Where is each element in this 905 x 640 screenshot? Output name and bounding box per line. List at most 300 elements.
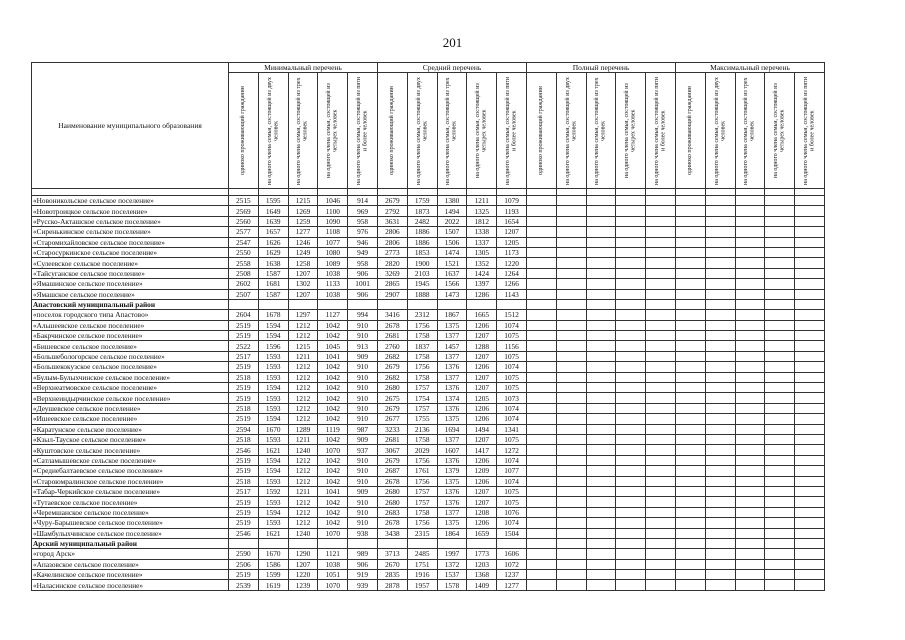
empty-cell (646, 206, 676, 216)
empty-cell (795, 476, 825, 486)
empty-cell (586, 466, 616, 476)
empty-cell (556, 497, 586, 507)
minimal-value-cell: 2602 (229, 279, 259, 289)
minimal-value-cell: 1593 (258, 362, 288, 372)
empty-cell (437, 538, 467, 548)
minimal-value-cell: 939 (348, 580, 378, 590)
minimal-value-cell: 910 (348, 393, 378, 403)
average-value-cell: 1607 (437, 445, 467, 455)
subcolumn-header-minimal-5 (348, 73, 378, 189)
average-value-cell: 1208 (467, 507, 497, 517)
minimal-value-cell: 2518 (229, 434, 259, 444)
empty-cell (616, 258, 646, 268)
empty-cell (616, 268, 646, 278)
municipality-name: «Ишеевское сельское поселение» (32, 414, 229, 424)
spacer-cell (407, 189, 437, 196)
average-value-cell: 1756 (407, 455, 437, 465)
average-value-cell: 1751 (407, 559, 437, 569)
spacer-cell (735, 189, 765, 196)
empty-cell (586, 445, 616, 455)
table-row (32, 414, 825, 424)
minimal-value-cell: 910 (348, 518, 378, 528)
minimal-value-cell: 1041 (318, 351, 348, 361)
minimal-value-cell: 1042 (318, 507, 348, 517)
minimal-value-cell: 1038 (318, 289, 348, 299)
minimal-value-cell: 1100 (318, 206, 348, 216)
empty-cell (676, 268, 706, 278)
empty-cell (676, 570, 706, 580)
empty-cell (735, 362, 765, 372)
subcolumn-header-maximal-1 (676, 73, 706, 189)
empty-cell (586, 310, 616, 320)
average-value-cell: 3438 (378, 528, 408, 538)
empty-cell (288, 299, 318, 309)
subcolumn-header-minimal-4 (318, 73, 348, 189)
empty-cell (705, 497, 735, 507)
empty-cell (765, 331, 795, 341)
empty-cell (735, 486, 765, 496)
minimal-value-cell: 910 (348, 507, 378, 517)
name-column-header: Наименование муниципального образования (32, 63, 229, 189)
empty-cell (556, 310, 586, 320)
empty-cell (765, 559, 795, 569)
minimal-value-cell: 949 (348, 247, 378, 257)
minimal-value-cell: 910 (348, 414, 378, 424)
empty-cell (676, 362, 706, 372)
empty-cell (527, 559, 557, 569)
minimal-value-cell: 1649 (258, 206, 288, 216)
average-value-cell: 1209 (467, 466, 497, 476)
average-value-cell: 1758 (407, 351, 437, 361)
spacer-cell (467, 189, 497, 196)
table-row (32, 393, 825, 403)
empty-cell (556, 476, 586, 486)
subcolumn-header-average-3 (437, 73, 467, 189)
table-row (32, 570, 825, 580)
empty-cell (705, 518, 735, 528)
average-value-cell: 1277 (497, 580, 527, 590)
empty-cell (646, 538, 676, 548)
empty-cell (676, 538, 706, 548)
minimal-value-cell: 1593 (258, 518, 288, 528)
empty-cell (676, 372, 706, 382)
empty-cell (705, 445, 735, 455)
average-value-cell: 1075 (497, 331, 527, 341)
empty-cell (556, 341, 586, 351)
minimal-value-cell: 1042 (318, 403, 348, 413)
subcolumn-header-minimal-3 (288, 73, 318, 189)
average-value-cell: 1206 (467, 414, 497, 424)
minimal-value-cell: 906 (348, 559, 378, 569)
minimal-value-cell: 1586 (258, 559, 288, 569)
empty-cell (646, 247, 676, 257)
average-value-cell: 2792 (378, 206, 408, 216)
empty-cell (616, 310, 646, 320)
table-row (32, 383, 825, 393)
empty-cell (765, 580, 795, 590)
average-value-cell: 1075 (497, 351, 527, 361)
empty-cell (556, 320, 586, 330)
empty-cell (556, 289, 586, 299)
empty-cell (735, 466, 765, 476)
empty-cell (556, 507, 586, 517)
spacer-cell (437, 189, 467, 196)
empty-cell (705, 559, 735, 569)
empty-cell (646, 486, 676, 496)
average-value-cell: 1756 (407, 320, 437, 330)
empty-cell (735, 538, 765, 548)
average-value-cell: 1756 (407, 362, 437, 372)
minimal-value-cell: 1240 (288, 445, 318, 455)
minimal-value-cell: 1240 (288, 528, 318, 538)
empty-cell (795, 403, 825, 413)
empty-cell (795, 216, 825, 226)
table-row (32, 476, 825, 486)
minimal-value-cell: 1042 (318, 393, 348, 403)
empty-cell (795, 393, 825, 403)
empty-cell (735, 351, 765, 361)
average-value-cell: 1474 (437, 247, 467, 257)
empty-cell (705, 196, 735, 206)
group-header-maximal: Максимальный перечень (676, 63, 825, 73)
empty-cell (705, 247, 735, 257)
empty-cell (556, 372, 586, 382)
table-row (32, 279, 825, 289)
average-value-cell: 1757 (407, 497, 437, 507)
empty-cell (586, 237, 616, 247)
subcolumn-label: на одного члена семьи, состоящей из четырех человек (624, 83, 637, 178)
municipality-name: «город Арск» (32, 549, 229, 559)
minimal-value-cell: 1626 (258, 237, 288, 247)
empty-cell (586, 424, 616, 434)
empty-cell (527, 518, 557, 528)
average-value-cell: 1372 (437, 559, 467, 569)
empty-cell (616, 497, 646, 507)
empty-cell (616, 299, 646, 309)
minimal-value-cell: 1212 (288, 476, 318, 486)
empty-cell (795, 268, 825, 278)
empty-cell (646, 341, 676, 351)
minimal-value-cell: 1594 (258, 507, 288, 517)
empty-cell (735, 299, 765, 309)
average-value-cell: 1374 (437, 393, 467, 403)
subcolumn-header-full-4 (616, 73, 646, 189)
minimal-value-cell: 910 (348, 497, 378, 507)
minimal-value-cell: 1593 (258, 393, 288, 403)
empty-cell (705, 372, 735, 382)
empty-cell (407, 299, 437, 309)
empty-cell (527, 206, 557, 216)
empty-cell (527, 393, 557, 403)
spacer-cell (318, 189, 348, 196)
minimal-value-cell: 2519 (229, 414, 259, 424)
empty-cell (705, 289, 735, 299)
empty-cell (586, 455, 616, 465)
minimal-value-cell: 2560 (229, 216, 259, 226)
average-value-cell: 1074 (497, 518, 527, 528)
empty-cell (705, 414, 735, 424)
empty-cell (616, 549, 646, 559)
minimal-value-cell: 1302 (288, 279, 318, 289)
empty-cell (616, 559, 646, 569)
average-value-cell: 1521 (437, 258, 467, 268)
empty-cell (735, 247, 765, 257)
empty-cell (586, 476, 616, 486)
spacer-cell (527, 189, 557, 196)
empty-cell (586, 403, 616, 413)
empty-cell (527, 414, 557, 424)
spacer-cell (288, 189, 318, 196)
empty-cell (705, 299, 735, 309)
minimal-value-cell: 919 (348, 570, 378, 580)
minimal-value-cell: 2558 (229, 258, 259, 268)
average-value-cell: 1207 (467, 331, 497, 341)
empty-cell (527, 331, 557, 341)
empty-cell (795, 279, 825, 289)
empty-cell (616, 414, 646, 424)
minimal-value-cell: 1212 (288, 362, 318, 372)
empty-cell (378, 299, 408, 309)
empty-cell (348, 299, 378, 309)
empty-cell (646, 310, 676, 320)
empty-cell (527, 196, 557, 206)
table-row (32, 258, 825, 268)
municipality-name: «Ямашинское сельское поселение» (32, 279, 229, 289)
empty-cell (765, 206, 795, 216)
minimal-value-cell: 1593 (258, 497, 288, 507)
empty-cell (765, 247, 795, 257)
empty-cell (795, 538, 825, 548)
empty-cell (586, 414, 616, 424)
subcolumn-label: одиноко проживающий гражданин (389, 86, 396, 175)
empty-cell (735, 518, 765, 528)
subcolumn-label: на одного члена семьи, состоящей из пяти и более человек (505, 76, 518, 185)
minimal-value-cell: 2517 (229, 351, 259, 361)
average-value-cell: 1665 (467, 310, 497, 320)
empty-cell (795, 351, 825, 361)
empty-cell (586, 518, 616, 528)
minimal-value-cell: 909 (348, 486, 378, 496)
average-value-cell: 1074 (497, 414, 527, 424)
minimal-value-cell: 1042 (318, 476, 348, 486)
minimal-value-cell: 1212 (288, 455, 318, 465)
empty-cell (229, 299, 259, 309)
average-value-cell: 1773 (467, 549, 497, 559)
minimal-value-cell: 1051 (318, 570, 348, 580)
average-value-cell: 1512 (497, 310, 527, 320)
empty-cell (676, 279, 706, 289)
empty-cell (705, 320, 735, 330)
district-header-row (32, 299, 825, 309)
minimal-value-cell: 1639 (258, 216, 288, 226)
empty-cell (586, 227, 616, 237)
header-spacer-row (32, 189, 825, 196)
empty-cell (765, 538, 795, 548)
empty-cell (586, 434, 616, 444)
spacer-cell (378, 189, 408, 196)
average-value-cell: 1272 (497, 445, 527, 455)
average-value-cell: 2678 (378, 518, 408, 528)
average-value-cell: 1206 (467, 362, 497, 372)
table-row (32, 559, 825, 569)
subcolumn-label: на одного члена семьи, состоящей из трех человек (743, 76, 757, 185)
empty-cell (586, 507, 616, 517)
municipality-name: «Наласинское сельское поселение» (32, 580, 229, 590)
minimal-value-cell: 1045 (318, 341, 348, 351)
minimal-value-cell: 1212 (288, 383, 318, 393)
minimal-value-cell: 2519 (229, 507, 259, 517)
empty-cell (646, 466, 676, 476)
municipality-name: «Сатламышевское сельское поселение» (32, 455, 229, 465)
empty-cell (616, 227, 646, 237)
empty-cell (676, 237, 706, 247)
average-value-cell: 1379 (437, 466, 467, 476)
minimal-value-cell: 2517 (229, 486, 259, 496)
empty-cell (705, 383, 735, 393)
average-value-cell: 1074 (497, 476, 527, 486)
empty-cell (795, 372, 825, 382)
minimal-value-cell: 1207 (288, 289, 318, 299)
empty-cell (527, 434, 557, 444)
empty-cell (646, 331, 676, 341)
average-value-cell: 1494 (437, 206, 467, 216)
empty-cell (586, 279, 616, 289)
minimal-value-cell: 958 (348, 216, 378, 226)
empty-cell (735, 445, 765, 455)
table-row (32, 341, 825, 351)
empty-cell (556, 486, 586, 496)
average-value-cell: 1074 (497, 403, 527, 413)
empty-cell (556, 258, 586, 268)
average-value-cell: 1759 (407, 196, 437, 206)
empty-cell (765, 351, 795, 361)
average-value-cell: 2865 (378, 279, 408, 289)
empty-cell (676, 486, 706, 496)
empty-cell (616, 289, 646, 299)
table-row (32, 362, 825, 372)
average-value-cell: 2680 (378, 497, 408, 507)
municipality-name: «Новоникольское сельское поселение» (32, 196, 229, 206)
empty-cell (705, 362, 735, 372)
table-row (32, 216, 825, 226)
empty-cell (765, 528, 795, 538)
average-value-cell: 2679 (378, 455, 408, 465)
empty-cell (646, 383, 676, 393)
empty-cell (795, 507, 825, 517)
empty-cell (407, 538, 437, 548)
empty-cell (795, 466, 825, 476)
empty-cell (616, 341, 646, 351)
minimal-value-cell: 913 (348, 341, 378, 351)
municipality-name: «Староюмралинское сельское поселение» (32, 476, 229, 486)
average-value-cell: 1073 (497, 393, 527, 403)
average-value-cell: 1207 (467, 486, 497, 496)
empty-cell (527, 455, 557, 465)
average-value-cell: 1654 (497, 216, 527, 226)
empty-cell (527, 372, 557, 382)
average-value-cell: 2806 (378, 227, 408, 237)
average-value-cell: 1864 (437, 528, 467, 538)
average-value-cell: 1397 (467, 279, 497, 289)
minimal-value-cell: 1629 (258, 247, 288, 257)
empty-cell (467, 538, 497, 548)
minimal-value-cell: 1212 (288, 331, 318, 341)
minimal-value-cell: 2519 (229, 497, 259, 507)
empty-cell (556, 393, 586, 403)
empty-cell (705, 279, 735, 289)
municipality-name: «Русско-Акташское сельское поселение» (32, 216, 229, 226)
average-value-cell: 1075 (497, 372, 527, 382)
average-value-cell: 1305 (467, 247, 497, 257)
minimal-value-cell: 2604 (229, 310, 259, 320)
empty-cell (616, 507, 646, 517)
minimal-value-cell: 1215 (288, 196, 318, 206)
minimal-value-cell: 1289 (288, 424, 318, 434)
average-value-cell: 1375 (437, 320, 467, 330)
subcolumn-header-full-1 (527, 73, 557, 189)
empty-cell (676, 507, 706, 517)
empty-cell (795, 528, 825, 538)
empty-cell (258, 299, 288, 309)
empty-cell (586, 362, 616, 372)
table-row (32, 206, 825, 216)
minimal-value-cell: 1042 (318, 466, 348, 476)
empty-cell (676, 424, 706, 434)
empty-cell (705, 424, 735, 434)
table-row (32, 455, 825, 465)
average-value-cell: 1377 (437, 372, 467, 382)
empty-cell (556, 279, 586, 289)
empty-cell (795, 289, 825, 299)
minimal-value-cell: 1638 (258, 258, 288, 268)
average-value-cell: 1075 (497, 497, 527, 507)
empty-cell (676, 466, 706, 476)
minimal-value-cell: 1593 (258, 351, 288, 361)
average-value-cell: 1075 (497, 486, 527, 496)
empty-cell (616, 372, 646, 382)
average-value-cell: 1757 (407, 383, 437, 393)
average-value-cell: 1457 (437, 341, 467, 351)
empty-cell (646, 351, 676, 361)
average-value-cell: 2022 (437, 216, 467, 226)
spacer-cell (705, 189, 735, 196)
average-value-cell: 1754 (407, 393, 437, 403)
average-value-cell: 1156 (497, 341, 527, 351)
minimal-value-cell: 2518 (229, 476, 259, 486)
minimal-value-cell: 910 (348, 403, 378, 413)
subcolumn-header-minimal-2 (258, 73, 288, 189)
empty-cell (676, 528, 706, 538)
municipality-name: «Чуру-Барышевское сельское поселение» (32, 518, 229, 528)
empty-cell (586, 372, 616, 382)
subcolumn-label: на одного члена семьи, состоящей из четырех человек (326, 83, 339, 178)
spacer-cell (586, 189, 616, 196)
empty-cell (765, 393, 795, 403)
empty-cell (676, 341, 706, 351)
minimal-value-cell: 2547 (229, 237, 259, 247)
empty-cell (735, 372, 765, 382)
empty-cell (735, 497, 765, 507)
average-value-cell: 1606 (497, 549, 527, 559)
empty-cell (676, 216, 706, 226)
municipality-name: «Каратунское сельское поселение» (32, 424, 229, 434)
empty-cell (795, 424, 825, 434)
average-value-cell: 2806 (378, 237, 408, 247)
empty-cell (616, 237, 646, 247)
empty-cell (795, 570, 825, 580)
subcolumn-label: одиноко проживающий гражданин (240, 86, 247, 175)
empty-cell (765, 507, 795, 517)
